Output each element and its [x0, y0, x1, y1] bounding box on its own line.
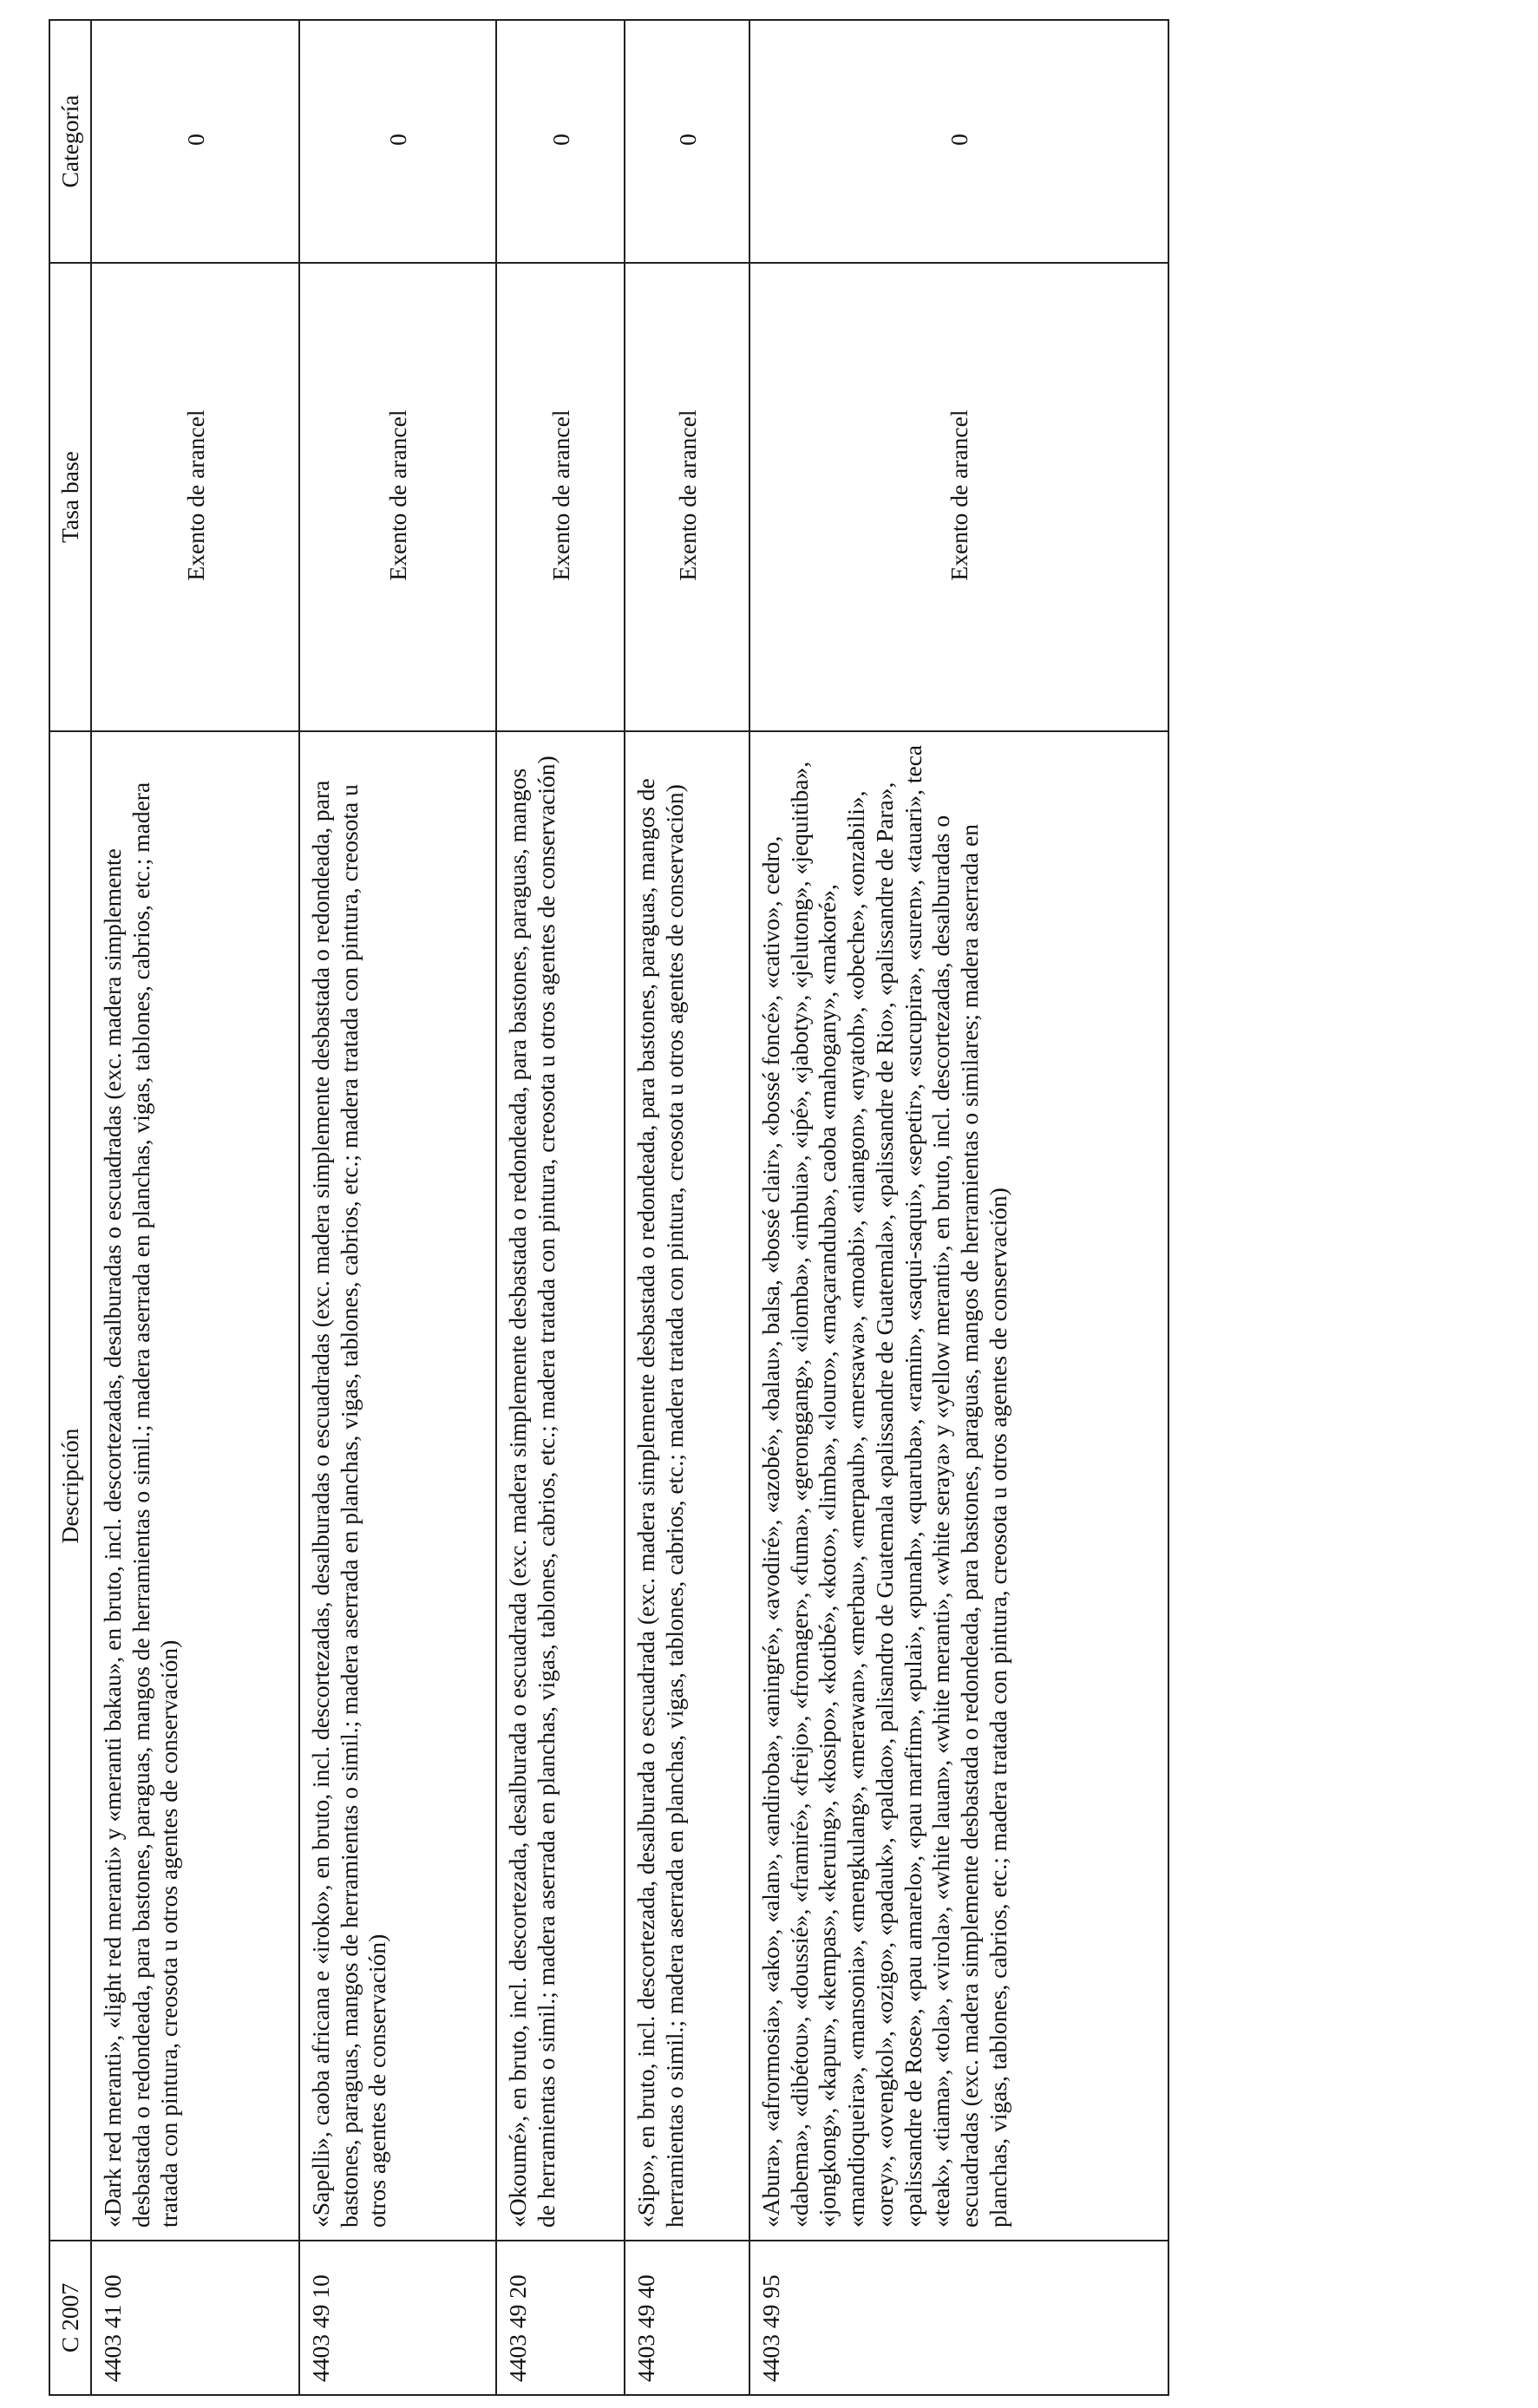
cell-code: 4403 49 40 [625, 2241, 749, 2395]
rotated-page [49, 21, 1161, 2396]
table-header-row [49, 20, 91, 2395]
cell-category: 0 [496, 20, 625, 263]
header-base-rate: Tasa base [49, 263, 91, 731]
header-category: Categoría [49, 20, 91, 263]
tariff-table [49, 19, 1169, 2396]
table-row [91, 20, 299, 2395]
cell-base-rate: Exento de arancel [749, 263, 1168, 731]
cell-description: «Abura», «afrormosia», «ako», «alan», «andiroba», «aningré», «avodiré», «azobé», «balau», balsa, «bossé clair», «bossé foncé», «cativo», cedro, «dabema», «dibétou», «doussié», «framiré», «freijo», «fromager», «fuma», «geronggang», «ilomba», «imbuia», «ipé», «jaboty», «jelutong», «jequitiba», «jongkong», «kapur», «kempas», «keruing», «kosipo», «kotibé», «koto», «limba», «louro», «maçaranduba», caoba «mahogany», «makoré», «mandioqueira», «mansonia», «mengkulang», «merawan», «merbau», «merpauh», «mersawa», «moabi», «niangon», «nyatoh», «obeche», «onzabili», «orey», «ovengkol», «ozigo», «padauk», «paldao», palisandro de Guatemala «palissandre de Guatemala», «palissandre de Rio», «palissandre de Para», «palissandre de Rose», «pau amarelo», «pau marfim», «pulai», «punah», «quaruba», «ramin», «saqui-saqui», «sepetir», «sucupira», «suren», «tauari», teca «teak», «tiama», «tola», «virola», «white lauan», «white meranti», «white seraya» y «yellow meranti», en bruto, incl. descortezadas, desalburadas o escuadradas (exc. madera simplemente desbastada o redondeada, para bastones, paraguas, mangos de herramientas o similares; madera aserrada en planchas, vigas, tablones, cabrios, etc.; madera tratada con pintura, creosota u otros agentes de conservación) [749, 731, 1168, 2241]
cell-category: 0 [749, 20, 1168, 263]
header-description: Descripción [49, 731, 91, 2241]
cell-description: «Sapelli», caoba africana e «iroko», en bruto, incl. descortezadas, desalburadas o escuadradas (exc. madera simplemente desbastada o redondeada, para bastones, paraguas, mangos de herramientas o simil.; madera aserrada en planchas, vigas, tablones, cabrios, etc.; madera tratada con pintura, creosota u otros agentes de conservación) [299, 731, 496, 2241]
cell-base-rate: Exento de arancel [91, 263, 299, 731]
cell-code: 4403 41 00 [91, 2241, 299, 2395]
cell-description: «Sipo», en bruto, incl. descortezada, desalburada o escuadrada (exc. madera simplemente desbastada o redondeada, para bastones, paraguas, mangos de herramientas o simil.; madera aserrada en planchas, vigas, tablones, cabrios, etc.; madera tratada con pintura, creosota u otros agentes de conservación) [625, 731, 749, 2241]
cell-description: «Okoumé», en bruto, incl. descortezada, desalburada o escuadrada (exc. madera simplemente desbastada o redondeada, para bastones, paraguas, mangos de herramientas o simil.; madera aserrada en planchas, vigas, tablones, cabrios, etc.; madera tratada con pintura, creosota u otros agentes de conservación) [496, 731, 625, 2241]
cell-code: 4403 49 95 [749, 2241, 1168, 2395]
cell-base-rate: Exento de arancel [625, 263, 749, 731]
table-row [496, 20, 625, 2395]
table-row [299, 20, 496, 2395]
cell-base-rate: Exento de arancel [496, 263, 625, 731]
cell-category: 0 [625, 20, 749, 263]
header-code: C 2007 [49, 2241, 91, 2395]
cell-base-rate: Exento de arancel [299, 263, 496, 731]
cell-code: 4403 49 20 [496, 2241, 625, 2395]
cell-category: 0 [91, 20, 299, 263]
table-row [749, 20, 1168, 2395]
cell-category: 0 [299, 20, 496, 263]
table-row [625, 20, 749, 2395]
cell-code: 4403 49 10 [299, 2241, 496, 2395]
cell-description: «Dark red meranti», «light red meranti» y «meranti bakau», en bruto, incl. descortezadas, desalburadas o escuadradas (exc. madera simplemente desbastada o redondeada, para bastones, paraguas, mangos de herramientas o simil.; madera aserrada en planchas, vigas, tablones, cabrios, etc.; madera tratada con pintura, creosota u otros agentes de conservación) [91, 731, 299, 2241]
